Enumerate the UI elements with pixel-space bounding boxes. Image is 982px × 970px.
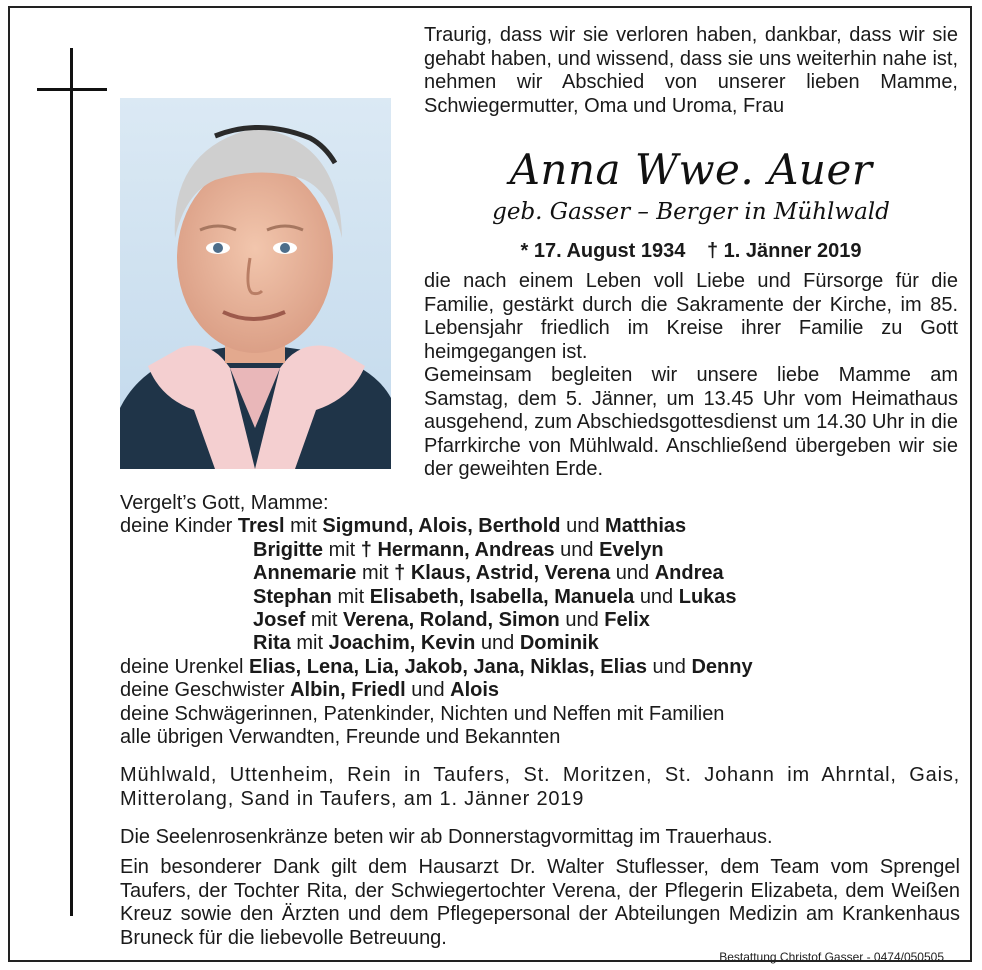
urenkel-names: Elias, Lena, Lia, Jakob, Jana, Niklas, Elias: [248, 655, 647, 678]
child-name: Brigitte: [253, 538, 323, 561]
thanks-text: Ein besonderer Dank gilt dem Hausarzt Dr. Walter Stuflesser, dem Team vom Sprengel Taufers, der Tochter Rita, der Schwiegertochter Verena, der Pflegerin Elizabeta, dem Weißen Kreuz sowie den Ärzten und dem Pflegepersonal der Abteilungen Medizin am Krankenhaus Bruneck für die liebevolle Betreuung.: [120, 856, 960, 949]
child-partners: † Hermann, Andreas: [360, 538, 555, 561]
announcement-paragraph: die nach einem Leben voll Liebe und Fürsorge für die Familie, gestärkt durch die Sakramente der Kirche, im 85. Lebensjahr friedlich im Kreise ihrer Familie zu Gott heimgegangen ist.: [424, 270, 958, 363]
intro-paragraph: Traurig, dass wir sie verloren haben, dankbar, dass wir sie gehabt haben, und wissend, dass sie uns weiterhin nahe ist, nehmen wir Abschied von unserer lieben Mamme, Schwiegermutter, Oma und Uroma, Frau: [424, 24, 958, 117]
death-date: † 1. Jänner 2019: [706, 240, 862, 262]
geschwister-last: Alois: [450, 679, 500, 702]
child-partners: Sigmund, Alois, Berthold: [322, 515, 561, 538]
with-word: mit: [290, 515, 317, 538]
child-partners: Elisabeth, Isabella, Manuela: [369, 585, 635, 608]
with-word: mit: [337, 585, 365, 608]
birth-date: * 17. August 1934: [520, 240, 686, 262]
child-last: Lukas: [678, 585, 737, 608]
child-name: Annemarie: [253, 562, 357, 585]
and-word: und: [411, 679, 445, 702]
urenkel-last: Denny: [691, 655, 753, 678]
and-word: und: [566, 515, 600, 538]
child-last: Dominik: [519, 632, 599, 655]
child-row: [120, 632, 960, 655]
intro-text: [424, 24, 958, 118]
child-row: [120, 539, 960, 562]
with-word: mit: [361, 562, 389, 585]
family-header: Vergelt’s Gott, Mamme:: [120, 492, 329, 514]
and-word: und: [652, 655, 686, 678]
funeral-home-footer: Bestattung Christof Gasser - 0474/050505: [719, 950, 944, 964]
portrait-photo: [120, 98, 391, 469]
birth-name: geb. Gasser – Berger in Mühlwald: [492, 199, 890, 225]
kinder-label: deine Kinder: [120, 515, 233, 538]
and-word: und: [639, 585, 674, 608]
cross-icon-bar: [37, 88, 107, 91]
child-last: Evelyn: [599, 538, 664, 561]
geschwister-names: Albin, Friedl: [290, 679, 406, 702]
child-name: Josef: [253, 609, 306, 632]
with-word: mit: [296, 632, 324, 655]
geschwister-row: [120, 679, 960, 702]
others-row: deine Schwägerinnen, Patenkinder, Nichten und Neffen mit Familien: [120, 702, 725, 725]
others-row: alle übrigen Verwandten, Freunde und Bekannten: [120, 726, 561, 749]
with-word: mit: [310, 609, 338, 632]
rosary-notice: Die Seelenrosenkränze beten wir ab Donnerstagvormittag im Trauerhaus.: [120, 826, 773, 848]
deceased-name: Anna Wwe. Auer: [509, 145, 873, 194]
and-word: und: [480, 632, 515, 655]
life-dates: [424, 238, 958, 264]
child-row: [120, 562, 960, 585]
family-list: [120, 492, 960, 749]
announcement-text: [424, 270, 958, 482]
child-partners: † Klaus, Astrid, Verena: [394, 562, 611, 585]
cross-icon: [70, 48, 73, 916]
child-partners: Joachim, Kevin: [328, 632, 476, 655]
child-last: Matthias: [605, 515, 687, 538]
child-partners: Verena, Roland, Simon: [343, 609, 560, 632]
geschwister-label: deine Geschwister: [120, 679, 285, 702]
urenkel-label: deine Urenkel: [120, 655, 244, 678]
funeral-paragraph: Gemeinsam begleiten wir unsere liebe Mamme am Samstag, dem 5. Jänner, um 13.45 Uhr vom Heimathaus ausgehend, zum Abschiedsgottesdienst um 14.30 Uhr in die Pfarrkirche von Mühlwald. Anschließend übergeben wir sie der geweihten Erde.: [424, 364, 958, 480]
child-last: Felix: [604, 609, 650, 632]
child-last: Andrea: [654, 562, 724, 585]
child-row: [120, 609, 960, 632]
child-name: Tresl: [237, 515, 285, 538]
child-name: Rita: [253, 632, 291, 655]
urenkel-row: [120, 656, 960, 679]
and-word: und: [615, 562, 650, 585]
child-name: Stephan: [253, 585, 332, 608]
child-row: [120, 515, 960, 538]
obituary-page: [8, 6, 972, 962]
with-word: mit: [328, 538, 356, 561]
and-word: und: [565, 609, 599, 632]
places-date: Mühlwald, Uttenheim, Rein in Taufers, St. Moritzen, St. Johann im Ahrntal, Gais, Mitterolang, Sand in Taufers, am 1. Jänner 2019: [120, 764, 960, 810]
and-word: und: [560, 538, 594, 561]
child-row: [120, 586, 960, 609]
